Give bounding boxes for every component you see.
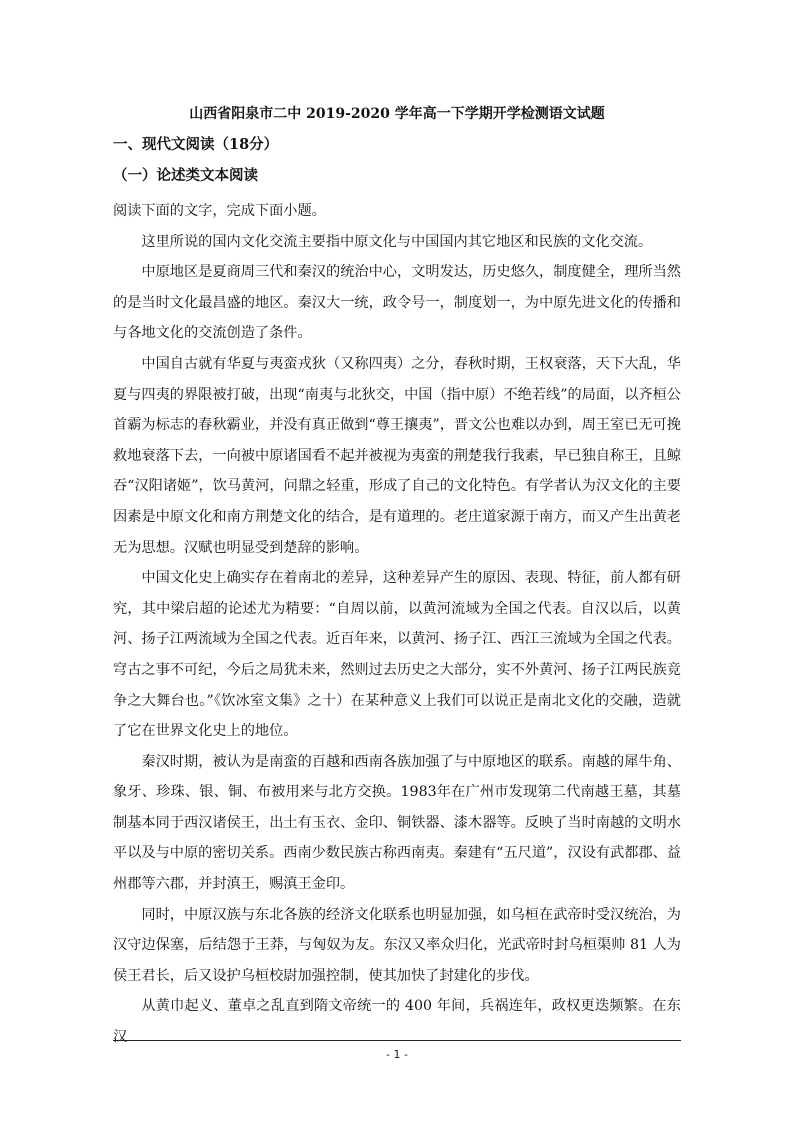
section-heading-modern-reading: 一、现代文阅读（18分）: [113, 136, 279, 153]
instruction-text: 阅读下面的文字，完成下面小题。: [113, 203, 326, 219]
passage-paragraph: 中国文化史上确实存在着南北的差异，这种差异产生的原因、表现、特征，前人都有研究，其中梁启超的论述尤为精要：“自周以前，以黄河流域为全国之代表。自汉以后，以黄河、扬子江两流域为全国之代表。近百年来，以黄河、扬子江、西江三流域为全国之代表。穹古之事不可纪，今后之局犹未来，然则过去历史之大部分，实不外黄河、扬子江两民族竞争之大舞台也。”《饮冰室文集》之十）在某种意义上我们可以说正是南北文化的交融，造就了它在世界文化史上的地位。: [113, 570, 681, 740]
passage-paragraph: 中原地区是夏商周三代和秦汉的统治中心，文明发达，历史悠久，制度健全，理所当然的是当时文化最昌盛的地区。秦汉大一统，政令号一，制度划一，为中原先进文化的传播和与各地文化的交流创造了条件。: [113, 264, 681, 342]
page-number: - 1 -: [386, 1048, 408, 1061]
passage-paragraph: 同时，中原汉族与东北各族的经济文化联系也明显加强，如乌桓在武帝时受汉统治，为汉守边保塞，后结怨于王莽，与匈奴为友。东汉又率众归化，光武帝时封乌桓渠帅 81 人为侯王君长，后又设护乌桓校尉加强控制，使其加快了封建化的步伐。: [113, 906, 681, 984]
passage-paragraph: 秦汉时期，被认为是南蛮的百越和西南各族加强了与中原地区的联系。南越的犀牛角、象牙、珍珠、银、铜、布被用来与北方交换。1983年在广州市发现第二代南越王墓，其墓制基本同于西汉诸侯王，出土有玉衣、金印、铜铁器、漆木器等。反映了当时南越的文明水平以及与中原的密切关系。西南少数民族古称西南夷。秦建有“五尺道”，汉设有武都郡、益州郡等六郡，并封滇王，赐滇王金印。: [113, 753, 681, 893]
passage-paragraph: 中国自古就有华夏与夷蛮戎狄（又称四夷）之分，春秋时期，王权衰落，天下大乱，华夏与四夷的界限被打破，出现“南夷与北狄交，中国（指中原）不绝若线”的局面，以齐桓公首霸为标志的春秋霸业，并没有真正做到“尊王攘夷”，晋文公也难以办到，周王室已无可挽救地衰落下去，一向被中原诸国看不起并被视为夷蛮的荆楚我行我素，早已独自称王，且鲸吞“汉阳诸姬”，饮马黄河，问鼎之轻重，形成了自己的文化特色。有学者认为汉文化的主要因素是中原文化和南方荆楚文化的结合，是有道理的。老庄道家源于南方，而又产生出黄老无为思想。汉赋也明显受到楚辞的影响。: [113, 355, 681, 556]
passage-paragraph: 从黄巾起义、董卓之乱直到隋文帝统一的 400 年间，兵祸连年，政权更迭频繁。在东汉: [113, 998, 681, 1046]
passage-paragraph: 这里所说的国内文化交流主要指中原文化与中国国内其它地区和民族的文化交流。: [141, 233, 653, 250]
reading-passage: [113, 196, 681, 1053]
footer-divider: [113, 1040, 681, 1041]
subsection-heading-argumentative: （一）论述类文本阅读: [113, 167, 258, 184]
page-title: 山西省阳泉市二中 2019-2020 学年高一下学期开学检测语文试题: [189, 106, 605, 122]
